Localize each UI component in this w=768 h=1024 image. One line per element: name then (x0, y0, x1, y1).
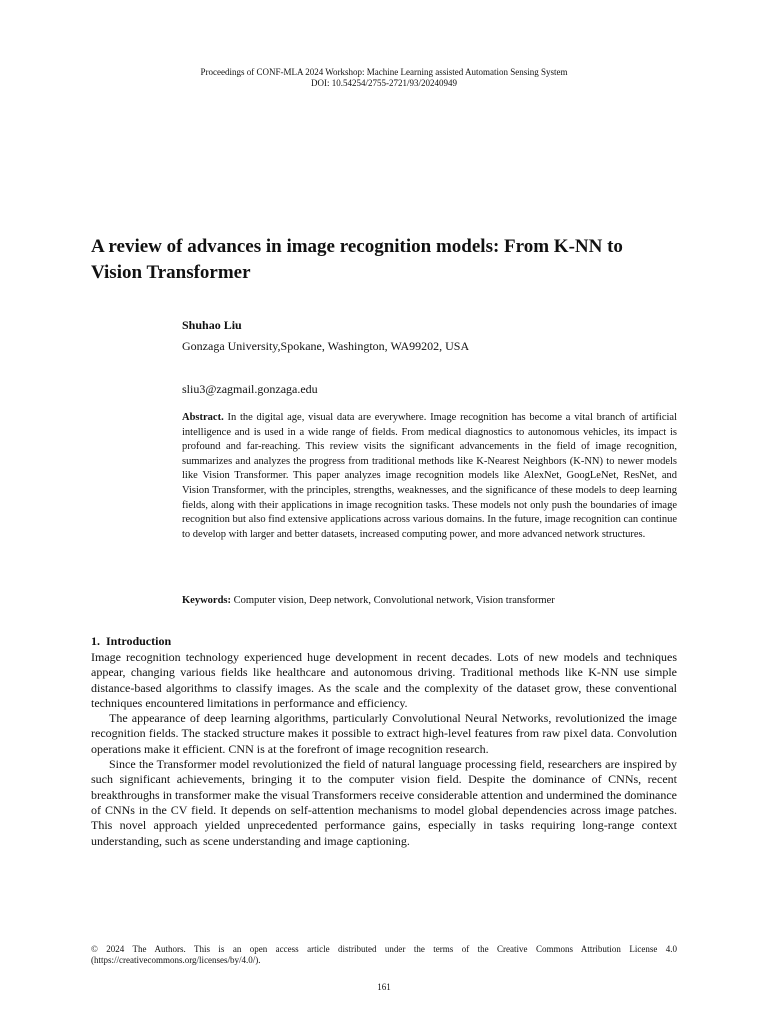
author-affiliation: Gonzaga University,Spokane, Washington, WA99202, USA (182, 339, 470, 353)
keywords-text: Computer vision, Deep network, Convolutional network, Vision transformer (233, 595, 555, 606)
section-heading (91, 634, 171, 649)
section-body (91, 650, 677, 849)
page-number: 161 (377, 982, 391, 992)
body-paragraph: Image recognition technology experienced huge development in recent decades. Lots of new models and techniques appear, changing various fields like healthcare and autonomous driving. Traditional methods like K-NN use simple distance-based algorithms to classify images. As the scale and the complexity of the dataset grow, these conventional techniques encountered limitations in performance and efficiency. (91, 650, 677, 710)
abstract-label: Abstract. (182, 412, 224, 423)
running-header (0, 67, 768, 89)
proceedings-line: Proceedings of CONF-MLA 2024 Workshop: Machine Learning assisted Automation Sensing System (200, 67, 568, 77)
doi-line: DOI: 10.54254/2755-2721/93/20240949 (311, 78, 457, 88)
author-name: Shuhao Liu (182, 318, 242, 332)
keywords-label: Keywords: (182, 595, 231, 606)
section-title: Introduction (106, 634, 172, 648)
abstract (182, 411, 677, 542)
body-paragraph: The appearance of deep learning algorithms, particularly Convolutional Neural Networks, revolutionized the image recognition fields. The stacked structure makes it possible to extract high-level features from raw pixel data. Convolution operations make it efficient. CNN is at the forefront of image recognition research. (91, 711, 677, 756)
keywords (182, 594, 677, 608)
abstract-text: In the digital age, visual data are everywhere. Image recognition has become a vital branch of artificial intelligence and is used in a wide range of fields. From medical diagnostics to autonomous vehicles, its impact is profound and far-reaching. This review visits the significant advancements in the field of image recognition, summarizes and analyzes the progress from traditional methods like K-Nearest Neighbors (K-NN) to newer models like Vision Transformer. This paper analyzes image recognition models like AlexNet, GoogLeNet, ResNet, and Vision Transformer, with the principles, strengths, weaknesses, and the significance of these models to deep learning fields, along with their applications in image recognition tasks. These models not only push the boundaries of image recognition but also find extensive applications across various domains. In the future, image recognition can continue to develop with larger and better datasets, increased computing power, and more advanced network structures. (182, 412, 678, 540)
license-footnote: © 2024 The Authors. This is an open access article distributed under the terms of the Creative Commons Attribution License 4.0 (https://creativecommons.org/licenses/by/4.0/). (91, 944, 677, 965)
paper-title: A review of advances in image recognition models: From K-NN to Vision Transformer (91, 236, 623, 283)
body-paragraph: Since the Transformer model revolutionized the field of natural language processing field, researchers are inspired by such significant achievements, bringing it to the computer vision field. Despite the dominance of CNNs, recent breakthroughs in transformer make the visual Transformers receive considerable attention and undermined the dominance of CNNs in the CV field. It depends on self-attention mechanisms to model global dependencies across image patches. This novel approach yielded unprecedented performance gains, especially in tasks requiring long-range context understanding, such as scene understanding and image captioning. (91, 757, 677, 848)
author-email: sliu3@zagmail.gonzaga.edu (182, 382, 318, 396)
section-number: 1. (91, 634, 100, 648)
